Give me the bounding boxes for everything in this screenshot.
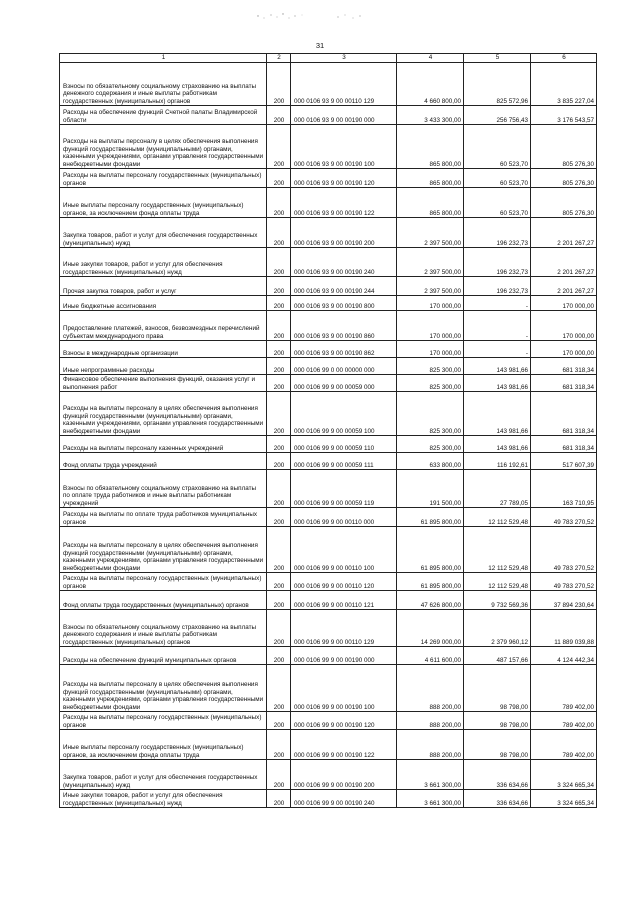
table-row — [60, 730, 597, 760]
row-code-cell: 200 — [267, 573, 291, 591]
row-executed-cell: - — [464, 296, 531, 311]
row-code-cell: 200 — [267, 527, 291, 573]
table-row — [60, 790, 597, 808]
row-approved-cell: 61 895 800,00 — [397, 527, 464, 573]
table-row — [60, 436, 597, 453]
row-name-cell: Расходы на выплаты персоналу казенных учреждений — [60, 436, 267, 453]
table-row — [60, 665, 597, 712]
row-classification-cell: 000 0106 93 9 00 00190 244 — [291, 277, 397, 296]
row-remaining-cell: 170 000,00 — [531, 296, 597, 311]
row-name-cell: Предоставление платежей, взносов, безвозмездных перечислений субъектам международного права — [60, 311, 267, 341]
row-remaining-cell: 170 000,00 — [531, 341, 597, 358]
row-code-cell: 200 — [267, 647, 291, 665]
table-row — [60, 296, 597, 311]
row-remaining-cell: 681 318,34 — [531, 358, 597, 375]
row-name-cell: Взносы по обязательному социальному страхованию на выплаты денежного содержания и иные выплаты работникам государственных (муниципальных) органов — [60, 610, 267, 647]
row-classification-cell: 000 0106 93 9 00 00190 120 — [291, 169, 397, 188]
page-number: 31 — [315, 41, 325, 50]
row-executed-cell: 116 192,61 — [464, 453, 531, 470]
table-row — [60, 218, 597, 248]
row-name-cell: Расходы на выплаты персоналу государственных (муниципальных) органов — [60, 573, 267, 591]
row-approved-cell: 14 269 000,00 — [397, 610, 464, 647]
row-executed-cell: 143 981,66 — [464, 358, 531, 375]
row-code-cell: 200 — [267, 760, 291, 790]
row-name-cell: Закупка товаров, работ и услуг для обеспечения государственных (муниципальных) нужд — [60, 760, 267, 790]
header-cell-1: 1 — [60, 54, 267, 63]
row-classification-cell: 000 0106 93 9 00 00190 200 — [291, 218, 397, 248]
row-name-cell: Иные выплаты персоналу государственных (муниципальных) органов, за исключением фонда оплаты труда — [60, 730, 267, 760]
row-approved-cell: 888 200,00 — [397, 665, 464, 712]
row-remaining-cell: 49 783 270,52 — [531, 573, 597, 591]
row-name-cell: Расходы на выплаты персоналу в целях обеспечения выполнения функций государственными (муниципальными) органами, казенными учреждениями, органами управления государственными внебюджетными фондами — [60, 125, 267, 169]
table-row — [60, 647, 597, 665]
row-approved-cell: 47 626 800,00 — [397, 591, 464, 610]
row-approved-cell: 2 397 500,00 — [397, 277, 464, 296]
row-name-cell: Взносы в международные организации — [60, 341, 267, 358]
table-row — [60, 760, 597, 790]
row-classification-cell: 000 0106 99 0 00 00000 000 — [291, 358, 397, 375]
table-row — [60, 508, 597, 527]
row-remaining-cell: 4 124 442,34 — [531, 647, 597, 665]
row-code-cell: 200 — [267, 712, 291, 730]
row-code-cell: 200 — [267, 790, 291, 808]
row-classification-cell: 000 0106 99 9 00 00110 100 — [291, 527, 397, 573]
row-code-cell: 200 — [267, 591, 291, 610]
row-code-cell: 200 — [267, 218, 291, 248]
row-executed-cell: 60 523,70 — [464, 188, 531, 218]
row-executed-cell: 143 981,66 — [464, 375, 531, 392]
row-approved-cell: 4 660 800,00 — [397, 63, 464, 106]
row-remaining-cell: 805 276,30 — [531, 188, 597, 218]
row-classification-cell: 000 0106 99 9 00 00110 000 — [291, 508, 397, 527]
row-name-cell: Фонд оплаты труда государственных (муниципальных) органов — [60, 591, 267, 610]
row-remaining-cell: 170 000,00 — [531, 311, 597, 341]
row-code-cell: 200 — [267, 125, 291, 169]
row-remaining-cell: 789 402,00 — [531, 665, 597, 712]
row-executed-cell: 487 157,66 — [464, 647, 531, 665]
row-approved-cell: 825 300,00 — [397, 392, 464, 436]
row-code-cell: 200 — [267, 248, 291, 277]
row-name-cell: Взносы по обязательному социальному страхованию на выплаты по оплате труда работников и иные выплаты работникам учреждений — [60, 470, 267, 508]
row-remaining-cell: 2 201 267,27 — [531, 277, 597, 296]
row-classification-cell: 000 0106 99 9 00 00059 110 — [291, 436, 397, 453]
row-code-cell: 200 — [267, 63, 291, 106]
row-classification-cell: 000 0106 99 9 00 00190 120 — [291, 712, 397, 730]
row-classification-cell: 000 0106 93 9 00 00190 000 — [291, 106, 397, 125]
row-classification-cell: 000 0106 99 9 00 00190 000 — [291, 647, 397, 665]
table-row — [60, 311, 597, 341]
row-executed-cell: 2 379 960,12 — [464, 610, 531, 647]
row-approved-cell: 825 300,00 — [397, 375, 464, 392]
row-name-cell: Расходы на выплаты персоналу в целях обеспечения выполнения функций государственными (муниципальными) органами, казенными учреждениями, органами управления государственными внебюджетными фондами — [60, 665, 267, 712]
row-code-cell: 200 — [267, 341, 291, 358]
row-executed-cell: - — [464, 341, 531, 358]
table-row — [60, 573, 597, 591]
row-executed-cell: 196 232,73 — [464, 218, 531, 248]
row-classification-cell: 000 0106 99 9 00 00110 120 — [291, 573, 397, 591]
header-row — [60, 54, 597, 63]
row-classification-cell: 000 0106 99 9 00 00190 240 — [291, 790, 397, 808]
row-classification-cell: 000 0106 93 9 00 00110 129 — [291, 63, 397, 106]
row-classification-cell: 000 0106 93 9 00 00190 862 — [291, 341, 397, 358]
header-cell-2: 2 — [267, 54, 291, 63]
row-classification-cell: 000 0106 99 9 00 00190 122 — [291, 730, 397, 760]
table-row — [60, 188, 597, 218]
row-code-cell: 200 — [267, 453, 291, 470]
row-approved-cell: 4 611 600,00 — [397, 647, 464, 665]
row-executed-cell: 12 112 529,48 — [464, 508, 531, 527]
header-cell-4: 4 — [397, 54, 464, 63]
row-name-cell: Финансовое обеспечение выполнения функций, оказания услуг и выполнения работ — [60, 375, 267, 392]
row-classification-cell: 000 0106 93 9 00 00190 100 — [291, 125, 397, 169]
row-name-cell: Иные непрограммные расходы — [60, 358, 267, 375]
row-code-cell: 200 — [267, 311, 291, 341]
row-remaining-cell: 805 276,30 — [531, 125, 597, 169]
row-executed-cell: - — [464, 311, 531, 341]
row-executed-cell: 196 232,73 — [464, 277, 531, 296]
row-executed-cell: 143 981,66 — [464, 436, 531, 453]
row-classification-cell: 000 0106 99 9 00 00059 000 — [291, 375, 397, 392]
row-classification-cell: 000 0106 99 9 00 00059 119 — [291, 470, 397, 508]
table-row — [60, 712, 597, 730]
row-classification-cell: 000 0106 99 9 00 00110 129 — [291, 610, 397, 647]
row-code-cell: 200 — [267, 277, 291, 296]
row-name-cell: Иные закупки товаров, работ и услуг для обеспечения государственных (муниципальных) нужд — [60, 790, 267, 808]
row-remaining-cell: 49 783 270,52 — [531, 527, 597, 573]
row-code-cell: 200 — [267, 392, 291, 436]
row-approved-cell: 865 800,00 — [397, 169, 464, 188]
row-approved-cell: 61 895 800,00 — [397, 573, 464, 591]
row-executed-cell: 60 523,70 — [464, 169, 531, 188]
row-executed-cell: 27 789,05 — [464, 470, 531, 508]
row-executed-cell: 256 756,43 — [464, 106, 531, 125]
row-executed-cell: 336 634,66 — [464, 790, 531, 808]
row-approved-cell: 3 661 300,00 — [397, 790, 464, 808]
row-executed-cell: 825 572,96 — [464, 63, 531, 106]
budget-execution-table — [59, 53, 597, 808]
row-approved-cell: 2 397 500,00 — [397, 218, 464, 248]
row-approved-cell: 888 200,00 — [397, 730, 464, 760]
row-approved-cell: 3 661 300,00 — [397, 760, 464, 790]
row-approved-cell: 170 000,00 — [397, 341, 464, 358]
row-remaining-cell: 789 402,00 — [531, 712, 597, 730]
row-classification-cell: 000 0106 99 9 00 00190 100 — [291, 665, 397, 712]
row-approved-cell: 825 300,00 — [397, 436, 464, 453]
row-approved-cell: 865 800,00 — [397, 125, 464, 169]
row-executed-cell: 98 798,00 — [464, 730, 531, 760]
table-row — [60, 453, 597, 470]
row-executed-cell: 196 232,73 — [464, 248, 531, 277]
row-remaining-cell: 2 201 267,27 — [531, 218, 597, 248]
row-name-cell: Расходы на обеспечение функций муниципальных органов — [60, 647, 267, 665]
row-approved-cell: 170 000,00 — [397, 296, 464, 311]
row-code-cell: 200 — [267, 296, 291, 311]
row-executed-cell: 12 112 529,48 — [464, 573, 531, 591]
row-code-cell: 200 — [267, 188, 291, 218]
row-approved-cell: 888 200,00 — [397, 712, 464, 730]
header-cell-6: 6 — [531, 54, 597, 63]
row-code-cell: 200 — [267, 436, 291, 453]
row-name-cell: Расходы на выплаты по оплате труда работников муниципальных органов — [60, 508, 267, 527]
row-remaining-cell: 805 276,30 — [531, 169, 597, 188]
row-code-cell: 200 — [267, 169, 291, 188]
table-row — [60, 125, 597, 169]
table-row — [60, 527, 597, 573]
row-remaining-cell: 3 835 227,04 — [531, 63, 597, 106]
table-row — [60, 392, 597, 436]
row-remaining-cell: 681 318,34 — [531, 392, 597, 436]
row-remaining-cell: 3 324 665,34 — [531, 760, 597, 790]
row-executed-cell: 9 732 569,36 — [464, 591, 531, 610]
row-code-cell: 200 — [267, 508, 291, 527]
row-remaining-cell: 3 324 665,34 — [531, 790, 597, 808]
table-row — [60, 106, 597, 125]
table-row — [60, 169, 597, 188]
row-code-cell: 200 — [267, 358, 291, 375]
row-code-cell: 200 — [267, 665, 291, 712]
row-approved-cell: 61 895 800,00 — [397, 508, 464, 527]
row-remaining-cell: 681 318,34 — [531, 375, 597, 392]
table-row — [60, 591, 597, 610]
header-cell-5: 5 — [464, 54, 531, 63]
row-code-cell: 200 — [267, 470, 291, 508]
table-row — [60, 277, 597, 296]
row-code-cell: 200 — [267, 730, 291, 760]
row-approved-cell: 3 433 300,00 — [397, 106, 464, 125]
row-name-cell: Прочая закупка товаров, работ и услуг — [60, 277, 267, 296]
table-row — [60, 248, 597, 277]
row-classification-cell: 000 0106 93 9 00 00190 240 — [291, 248, 397, 277]
row-code-cell: 200 — [267, 610, 291, 647]
table-row — [60, 610, 597, 647]
row-name-cell: Иные бюджетные ассигнования — [60, 296, 267, 311]
table-row — [60, 358, 597, 375]
row-approved-cell: 2 397 500,00 — [397, 248, 464, 277]
row-name-cell: Иные закупки товаров, работ и услуг для обеспечения государственных (муниципальных) нужд — [60, 248, 267, 277]
row-name-cell: Взносы по обязательному социальному страхованию на выплаты денежного содержания и иные выплаты работникам государственных (муниципальных) органов — [60, 63, 267, 106]
row-remaining-cell: 37 894 230,64 — [531, 591, 597, 610]
row-executed-cell: 336 634,66 — [464, 760, 531, 790]
row-executed-cell: 98 798,00 — [464, 665, 531, 712]
row-approved-cell: 191 500,00 — [397, 470, 464, 508]
row-approved-cell: 865 800,00 — [397, 188, 464, 218]
row-executed-cell: 98 798,00 — [464, 712, 531, 730]
row-executed-cell: 143 981,66 — [464, 392, 531, 436]
table-row — [60, 341, 597, 358]
row-name-cell: Расходы на выплаты персоналу государственных (муниципальных) органов — [60, 712, 267, 730]
row-name-cell: Иные выплаты персоналу государственных (муниципальных) органов, за исключением фонда оплаты труда — [60, 188, 267, 218]
table-row — [60, 375, 597, 392]
row-executed-cell: 60 523,70 — [464, 125, 531, 169]
row-remaining-cell: 163 710,95 — [531, 470, 597, 508]
row-approved-cell: 633 800,00 — [397, 453, 464, 470]
row-name-cell: Закупка товаров, работ и услуг для обеспечения государственных (муниципальных) нужд — [60, 218, 267, 248]
row-classification-cell: 000 0106 93 9 00 00190 800 — [291, 296, 397, 311]
row-remaining-cell: 2 201 267,27 — [531, 248, 597, 277]
table-row — [60, 63, 597, 106]
row-classification-cell: 000 0106 99 9 00 00059 100 — [291, 392, 397, 436]
row-classification-cell: 000 0106 93 9 00 00190 860 — [291, 311, 397, 341]
header-cell-3: 3 — [291, 54, 397, 63]
row-name-cell: Расходы на выплаты персоналу в целях обеспечения выполнения функций государственными (муниципальными) органами, казенными учреждениями, органами управления государственными внебюджетными фондами — [60, 527, 267, 573]
row-approved-cell: 825 300,00 — [397, 358, 464, 375]
row-remaining-cell: 3 176 543,57 — [531, 106, 597, 125]
row-remaining-cell: 517 607,39 — [531, 453, 597, 470]
row-remaining-cell: 11 889 039,88 — [531, 610, 597, 647]
table-row — [60, 470, 597, 508]
row-classification-cell: 000 0106 93 9 00 00190 122 — [291, 188, 397, 218]
row-name-cell: Фонд оплаты труда учреждений — [60, 453, 267, 470]
row-remaining-cell: 681 318,34 — [531, 436, 597, 453]
row-executed-cell: 12 112 529,48 — [464, 527, 531, 573]
scan-noise-marks — [250, 10, 390, 24]
row-code-cell: 200 — [267, 375, 291, 392]
row-remaining-cell: 49 783 270,52 — [531, 508, 597, 527]
row-name-cell: Расходы на выплаты персоналу государственных (муниципальных) органов — [60, 169, 267, 188]
row-name-cell: Расходы на обеспечение функций Счетной палаты Владимирской области — [60, 106, 267, 125]
row-classification-cell: 000 0106 99 9 00 00110 121 — [291, 591, 397, 610]
row-name-cell: Расходы на выплаты персоналу в целях обеспечения выполнения функций государственными (муниципальными) органами, казенными учреждениями, органами управления государственными внебюджетными фондами — [60, 392, 267, 436]
row-classification-cell: 000 0106 99 9 00 00059 111 — [291, 453, 397, 470]
row-code-cell: 200 — [267, 106, 291, 125]
row-remaining-cell: 789 402,00 — [531, 730, 597, 760]
row-classification-cell: 000 0106 99 9 00 00190 200 — [291, 760, 397, 790]
row-approved-cell: 170 000,00 — [397, 311, 464, 341]
